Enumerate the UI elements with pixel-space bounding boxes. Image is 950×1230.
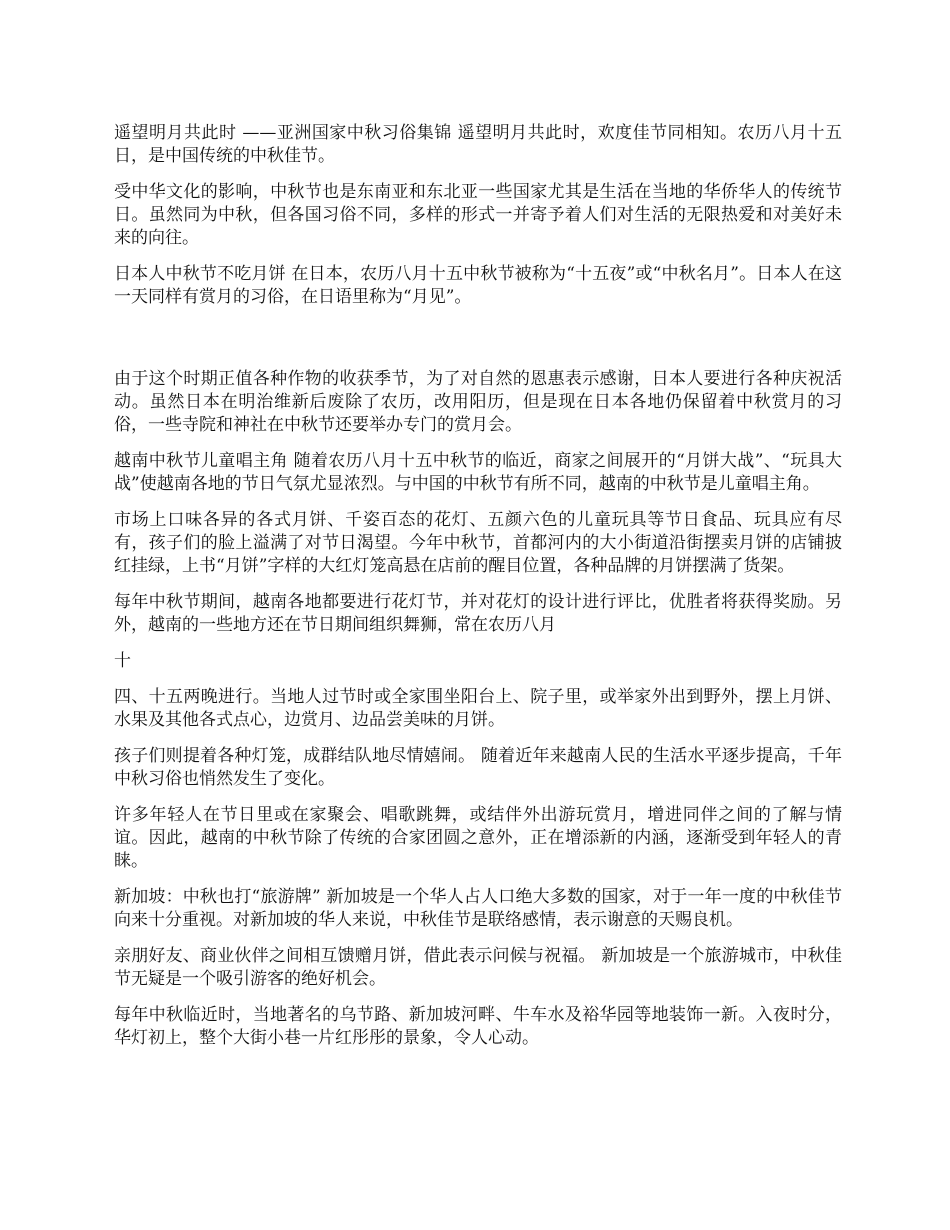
paragraph: 孩子们则提着各种灯笼，成群结队地尽情嬉闹。 随着近年来越南人民的生活水平逐步提高，千年中秋习俗也悄然发生了变化。 <box>114 746 842 789</box>
document-body <box>114 122 842 1063</box>
vietnam-section-paragraph: 越南中秋节儿童唱主角 随着农历八月十五中秋节的临近，商家之间展开的“月饼大战”、“玩具大战”使越南各地的节日气氛尤显浓烈。与中国的中秋节有所不同，越南的中秋节是儿童唱主角。 <box>114 451 842 494</box>
paragraph: 每年中秋临近时，当地著名的乌节路、新加坡河畔、牛车水及裕华园等地装饰一新。入夜时分，华灯初上，整个大街小巷一片红彤彤的景象，令人心动。 <box>114 1005 842 1048</box>
paragraph: 四、十五两晚进行。当地人过节时或全家围坐阳台上、院子里，或举家外出到野外，摆上月饼、水果及其他各式点心，边赏月、边品尝美味的月饼。 <box>114 687 842 730</box>
paragraph-fragment: 十 <box>114 651 131 671</box>
japan-section-paragraph: 日本人中秋节不吃月饼 在日本，农历八月十五中秋节被称为“十五夜”或“中秋名月”。日本人在这一天同样有赏月的习俗，在日语里称为“月见”。 <box>114 264 842 307</box>
paragraph: 由于这个时期正值各种作物的收获季节，为了对自然的恩惠表示感谢，日本人要进行各种庆祝活动。虽然日本在明治维新后废除了农历，改用阳历，但是现在日本各地仍保留着中秋赏月的习俗，一些寺院和神社在中秋节还要举办专门的赏月会。 <box>114 369 842 435</box>
paragraph: 市场上口味各异的各式月饼、千姿百态的花灯、五颜六色的儿童玩具等节日食品、玩具应有尽有，孩子们的脸上溢满了对节日渴望。今年中秋节，首都河内的大小街道沿街摆卖月饼的店铺披红挂绿，上书“月饼”字样的大红灯笼高悬在店前的醒目位置，各种品牌的月饼摆满了货架。 <box>114 510 842 576</box>
singapore-section-paragraph: 新加坡：中秋也打“旅游牌” 新加坡是一个华人占人口绝大多数的国家，对于一年一度的中秋佳节向来十分重视。对新加坡的华人来说，中秋佳节是联络感情，表示谢意的天赐良机。 <box>114 887 842 930</box>
paragraph: 每年中秋节期间，越南各地都要进行花灯节，并对花灯的设计进行评比，优胜者将获得奖励。另外，越南的一些地方还在节日期间组织舞狮，常在农历八月 <box>114 592 842 635</box>
paragraph: 受中华文化的影响，中秋节也是东南亚和东北亚一些国家尤其是生活在当地的华侨华人的传统节日。虽然同为中秋，但各国习俗不同，多样的形式一并寄予着人们对生活的无限热爱和对美好未来的向往。 <box>114 182 842 248</box>
paragraph: 亲朋好友、商业伙伴之间相互馈赠月饼，借此表示问候与祝福。 新加坡是一个旅游城市，中秋佳节无疑是一个吸引游客的绝好机会。 <box>114 946 842 989</box>
paragraph: 许多年轻人在节日里或在家聚会、唱歌跳舞，或结伴外出游玩赏月，增进同伴之间的了解与情谊。因此，越南的中秋节除了传统的合家团圆之意外，正在增添新的内涵，逐渐受到年轻人的青睐。 <box>114 805 842 871</box>
intro-paragraph: 遥望明月共此时 ——亚洲国家中秋习俗集锦 遥望明月共此时，欢度佳节同相知。农历八月十五日，是中国传统的中秋佳节。 <box>114 123 842 166</box>
blank-spacer <box>114 322 842 368</box>
